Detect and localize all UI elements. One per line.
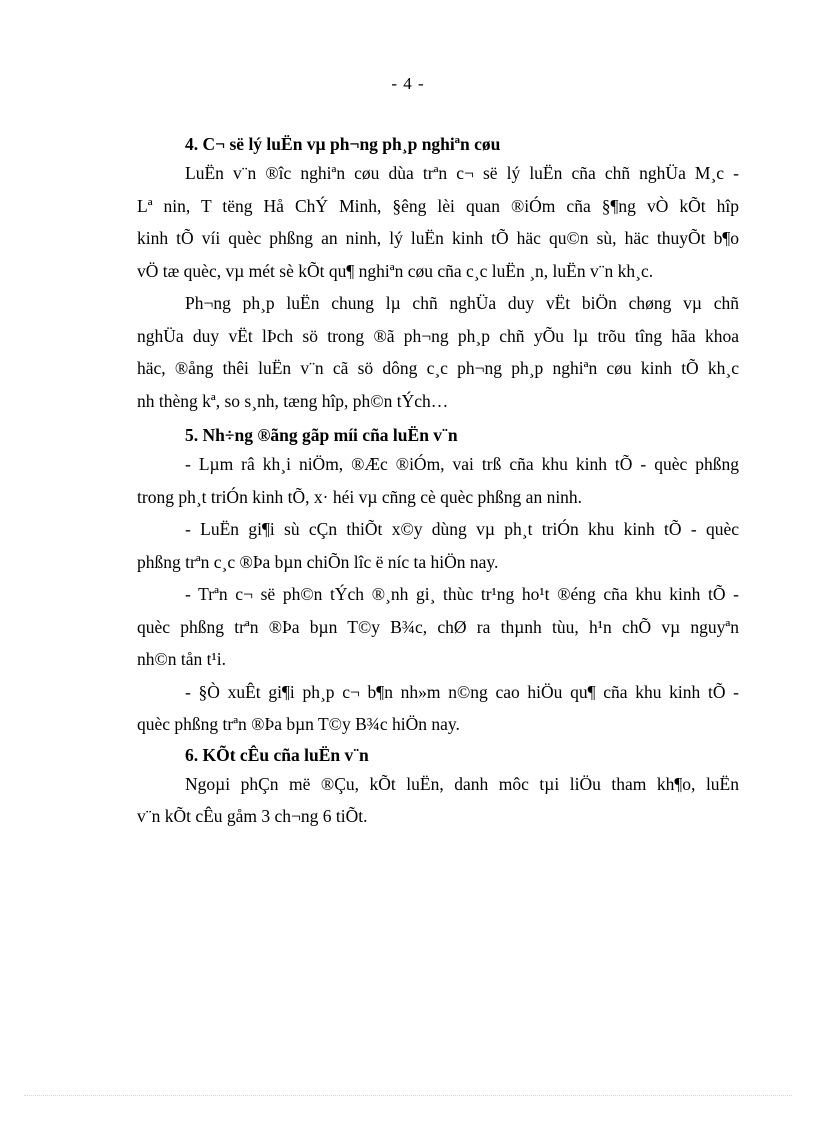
section-5-paragraph-4 xyxy=(137,676,739,741)
section-4-paragraph-1 xyxy=(137,157,739,287)
text-line: quèc phßng trªn ®Þa bµn T©y B¾c hiÖn nay. xyxy=(137,714,460,734)
text-line: Ph¬ng ph¸p luËn chung lµ chñ nghÜa duy vËt biÖn chøng vµ chñ xyxy=(185,293,739,313)
text-line: - LuËn gi¶i sù cÇn thiÕt x©y dùng vµ ph¸t triÓn khu kinh tÕ - quèc xyxy=(185,519,739,539)
section-6-paragraph-1 xyxy=(137,768,739,833)
section-4-paragraph-2 xyxy=(137,287,739,417)
page-bottom-divider xyxy=(24,1095,792,1096)
section-4-heading: 4. C¬ së lý luËn vµ ph¬ng ph¸p nghiªn cøu xyxy=(185,134,501,154)
text-line: v¨n kÕt cÊu gåm 3 ch¬ng 6 tiÕt. xyxy=(137,806,368,826)
section-5-heading: 5. Nh÷ng ®ãng gãp míi cña luËn v¨n xyxy=(185,425,458,445)
text-line: quèc phßng trªn ®Þa bµn T©y B¾c, chØ ra thµnh tùu, h¹n chÕ vµ nguyªn xyxy=(137,616,739,637)
text-line: - §Ò xuÊt gi¶i ph¸p c¬ b¶n nh»m n©ng cao hiÖu qu¶ cña khu kinh tÕ - xyxy=(185,681,739,702)
text-line: - Lµm râ kh¸i niÖm, ®Æc ®iÓm, vai trß cña khu kinh tÕ - quèc phßng xyxy=(185,454,739,474)
text-line: - Trªn c¬ së ph©n tÝch ®¸nh gi¸ thùc tr¹ng ho¹t ®éng cña khu kinh tÕ - xyxy=(185,584,739,604)
text-line: nghÜa duy vËt lÞch sö trong ®ã ph¬ng ph¸p chñ yÕu lµ trõu tîng hãa khoa xyxy=(137,325,739,346)
text-line: phßng trªn c¸c ®Þa bµn chiÕn lîc ë níc ta hiÖn nay. xyxy=(137,551,499,572)
section-6-heading: 6. KÕt cÊu cña luËn v¨n xyxy=(185,744,369,765)
text-line: nh thèng kª, so s¸nh, tæng hîp, ph©n tÝch… xyxy=(137,390,449,411)
text-line: vÖ tæ quèc, vµ mét sè kÕt qu¶ nghiªn cøu cña c¸c luËn ¸n, luËn v¨n kh¸c. xyxy=(137,260,654,281)
text-line: trong ph¸t triÓn kinh tÕ, x· héi vµ cñng cè quèc phßng an ninh. xyxy=(137,486,583,507)
text-line: kinh tÕ víi quèc phßng an ninh, lý luËn kinh tÕ häc qu©n sù, häc thuyÕt b¶o xyxy=(137,228,739,248)
text-line: LuËn v¨n ®îc nghiªn cøu dùa trªn c¬ së lý luËn cña chñ nghÜa M¸c - xyxy=(185,163,739,183)
section-5-paragraph-3 xyxy=(137,578,739,676)
text-line: Ngoµi phÇn më ®Çu, kÕt luËn, danh môc tµi liÖu tham kh¶o, luËn xyxy=(185,773,739,794)
text-line: häc, ®ång thêi luËn v¨n cã sö dông c¸c ph¬ng ph¸p nghiªn cøu kinh tÕ kh¸c xyxy=(137,358,739,378)
section-5-paragraph-2 xyxy=(137,513,739,578)
page-number: - 4 - xyxy=(391,74,425,93)
text-line: Lª nin, T tëng Hå ChÝ Minh, §êng lèi quan ®iÓm cña §¶ng vÒ kÕt hîp xyxy=(137,195,739,216)
section-5-paragraph-1 xyxy=(137,448,739,513)
document-body xyxy=(137,132,739,833)
text-line: nh©n tån t¹i. xyxy=(137,649,227,669)
